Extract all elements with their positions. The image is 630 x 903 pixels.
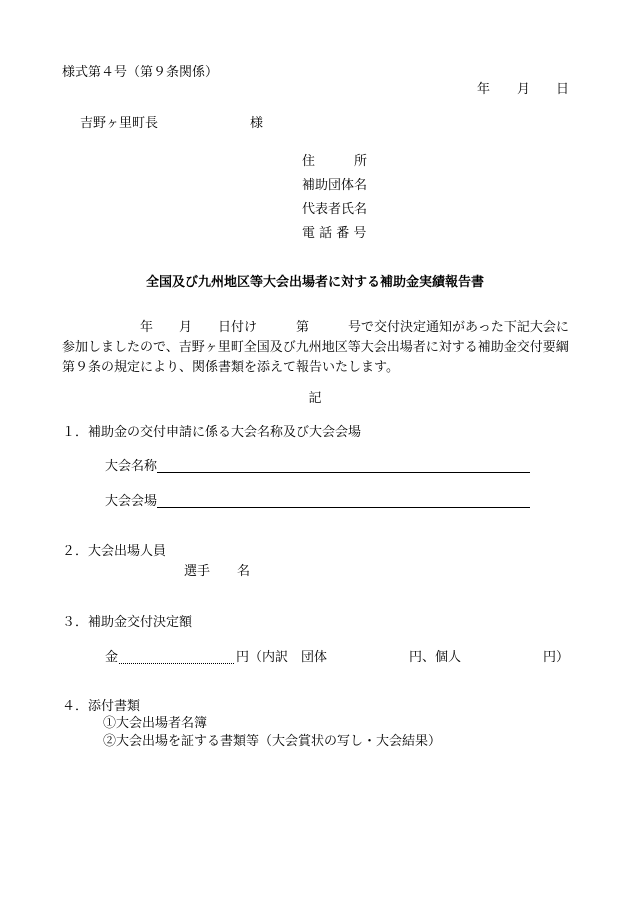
section3-yen-individual: 円、個人 <box>409 650 462 665</box>
section3-yen-open: 円（内訳 団体 <box>236 650 328 665</box>
body-line-2: 参加しましたので、吉野ヶ里町全国及び九州地区等大会出場者に対する補助金交付要綱 <box>62 340 569 355</box>
applicant-phone-label: 電 話 番 号 <box>302 226 367 241</box>
section1-venue-label: 大会会場 <box>105 494 158 509</box>
section3-heading: ３．補助金交付決定額 <box>62 615 193 630</box>
section1-heading: １．補助金の交付申請に係る大会名称及び大会会場 <box>62 425 362 440</box>
date-month: 月 <box>517 82 531 97</box>
section1-name-label: 大会名称 <box>105 459 158 474</box>
section1-venue-line <box>157 507 530 508</box>
date-year: 年 <box>477 82 491 97</box>
section4-item-1: ①大会出場者名簿 <box>103 716 208 731</box>
date-day: 日 <box>556 82 570 97</box>
section3-amount-line <box>119 663 234 664</box>
body-line-3: 第９条の規定により、関係書類を添えて報告いたします。 <box>62 360 399 375</box>
section2-unit: 名 <box>237 564 251 579</box>
ki-heading: 記 <box>308 391 322 406</box>
addressee-honorific: 様 <box>250 116 264 131</box>
addressee-name: 吉野ヶ里町長 <box>80 116 159 131</box>
applicant-group-label: 補助団体名 <box>302 178 368 193</box>
section3-kin: 金 <box>105 650 119 665</box>
section4-item-2: ②大会出場を証する書類等（大会賞状の写し・大会結果） <box>103 734 442 749</box>
document-title: 全国及び九州地区等大会出場者に対する補助金実績報告書 <box>145 275 484 290</box>
body-paragraph <box>62 318 588 378</box>
section1-name-line <box>157 472 530 473</box>
applicant-address-label: 住 所 <box>302 154 368 169</box>
section2-players-label: 選手 <box>184 564 211 579</box>
section4-heading: ４．添付書類 <box>62 699 141 714</box>
form-id: 様式第４号（第９条関係） <box>62 65 219 80</box>
body-line-1: 年 月 日付け 第 号で交付決定通知があった下記大会に <box>62 320 569 335</box>
applicant-representative-label: 代表者氏名 <box>302 202 368 217</box>
section3-yen-close: 円） <box>543 650 570 665</box>
section2-heading: ２．大会出場人員 <box>62 544 167 559</box>
